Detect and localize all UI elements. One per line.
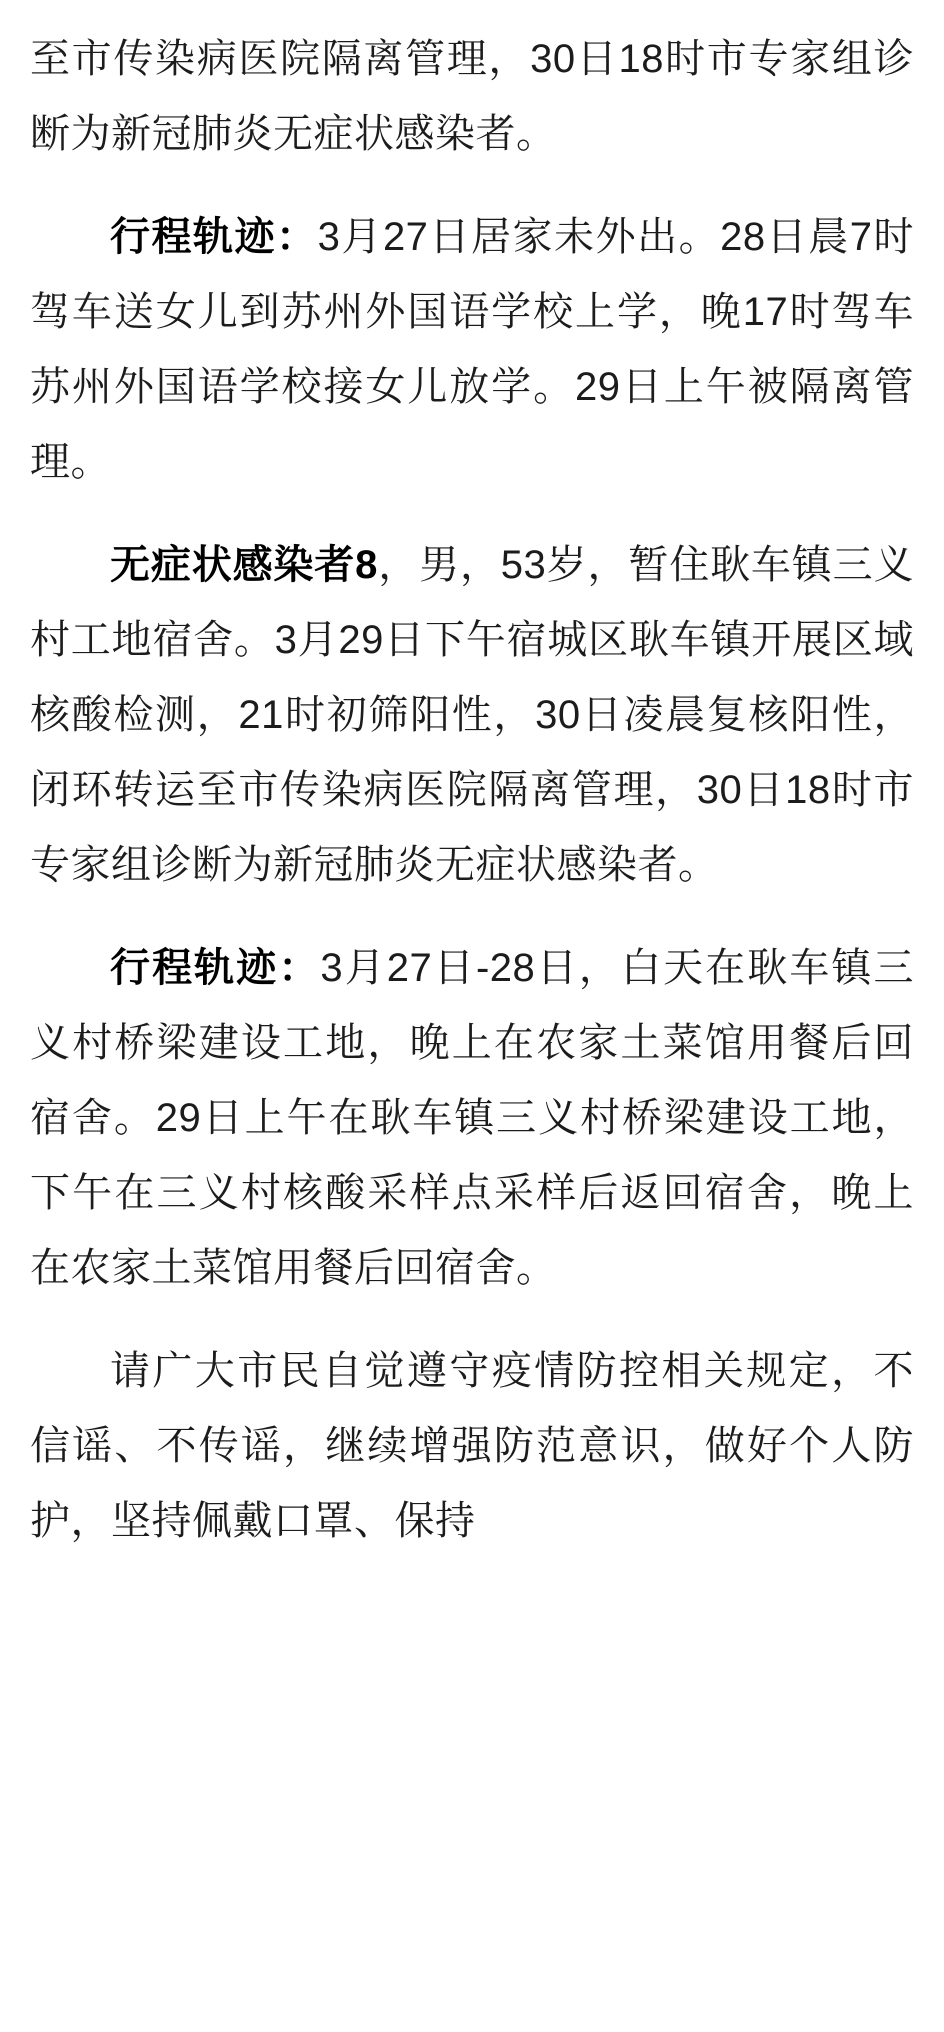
paragraph-case7-trajectory	[30, 200, 914, 500]
paragraph-case7-continuation	[30, 22, 914, 172]
paragraph-lead-label: 行程轨迹：	[110, 215, 318, 259]
paragraph-text: 至市传染病医院隔离管理，30日18时市专家组诊断为新冠肺炎无症状感染者。	[30, 37, 914, 156]
paragraph-case8-trajectory	[30, 931, 914, 1306]
paragraph-text: 3月27日居家未外出。28日晨7时驾车送女儿到苏州外国语学校上学，晚17时驾车苏州外国语学校接女儿放学。29日上午被隔离管理。	[30, 215, 914, 484]
paragraph-text: 3月27日-28日，白天在耿车镇三义村桥梁建设工地，晚上在农家土菜馆用餐后回宿舍。29日上午在耿车镇三义村桥梁建设工地，下午在三义村核酸采样点采样后返回宿舍，晚上在农家土菜馆用餐后回宿舍。	[30, 946, 914, 1290]
paragraph-text: ，男，53岁，暂住耿车镇三义村工地宿舍。3月29日下午宿城区耿车镇开展区域核酸检测，21时初筛阳性，30日凌晨复核阳性，闭环转运至市传染病医院隔离管理，30日18时市专家组诊断为新冠肺炎无症状感染者。	[30, 543, 915, 887]
paragraph-lead-label: 行程轨迹：	[110, 946, 321, 990]
paragraph-public-notice	[30, 1334, 914, 1559]
paragraph-case8-summary	[30, 528, 914, 903]
paragraph-lead-label: 无症状感染者8	[110, 543, 378, 587]
paragraph-text: 请广大市民自觉遵守疫情防控相关规定，不信谣、不传谣，继续增强防范意识，做好个人防护，坚持佩戴口罩、保持	[30, 1349, 914, 1543]
